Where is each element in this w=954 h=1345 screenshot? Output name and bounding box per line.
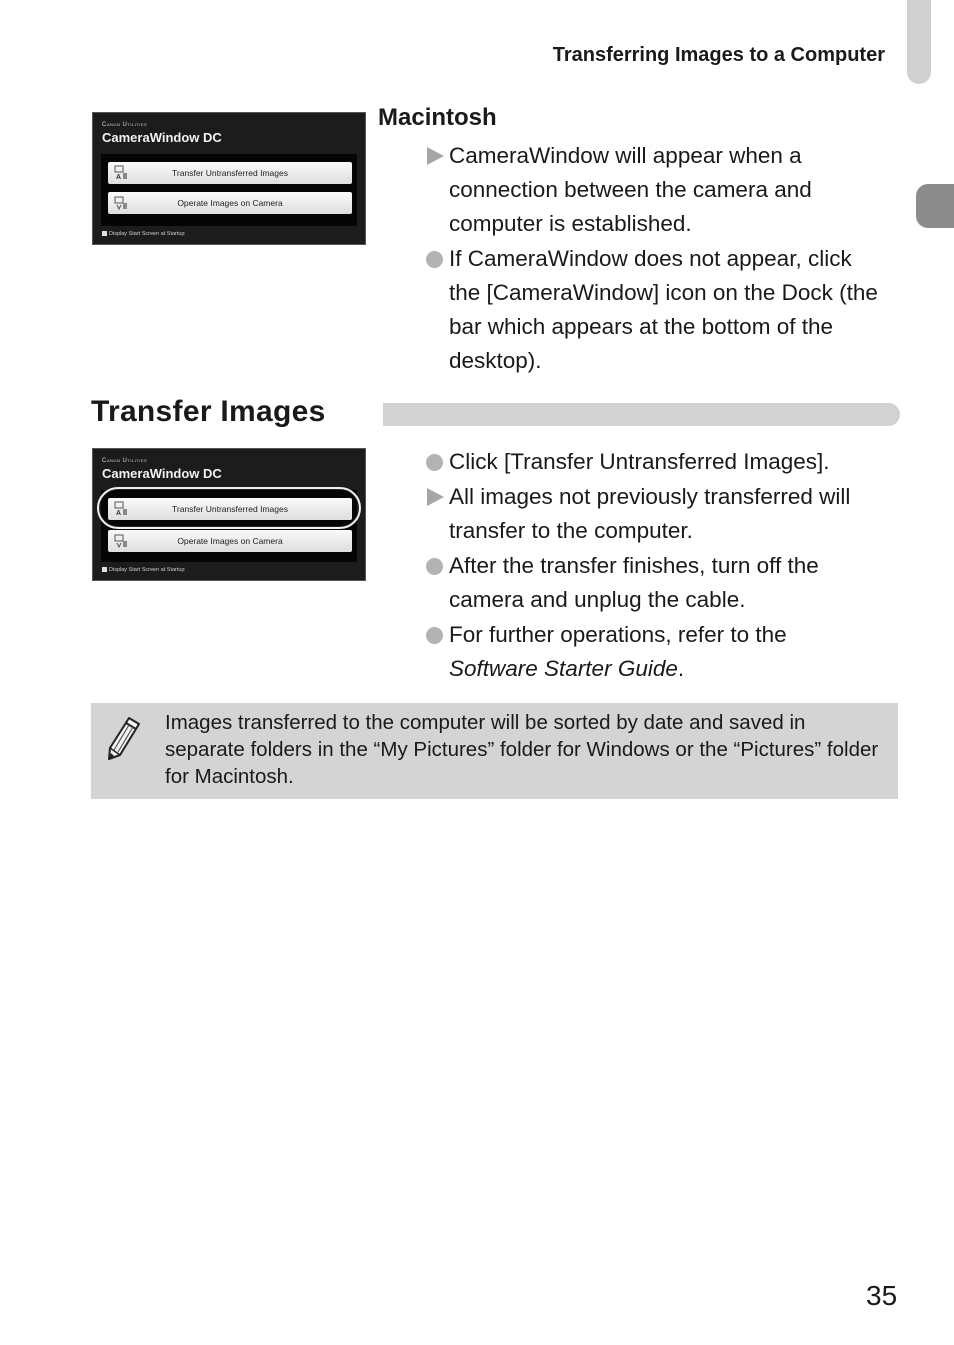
guide-title: Software Starter Guide (449, 656, 678, 681)
highlight-ring (97, 487, 361, 529)
result-triangle-icon (425, 480, 447, 514)
app-title: CameraWindow DC (102, 466, 222, 481)
checkbox-icon (102, 567, 107, 572)
chapter-edge-tab (907, 0, 931, 84)
svg-text:A: A (116, 174, 122, 180)
step-bullet-icon (425, 549, 447, 583)
pencil-icon (105, 715, 143, 761)
page-number: 35 (866, 1280, 898, 1311)
transfer-icon (114, 165, 128, 180)
note-text: Images transferred to the computer will be sorted by date and saved in separate folders in the “My Pictures” folder for Windows or the “Pictures” folder for Macintosh. (165, 711, 879, 788)
operate-images-button: Operate Images on Camera (108, 192, 352, 214)
chapter-index-tab (916, 184, 954, 228)
menu-panel (101, 154, 357, 226)
transfer-step-3: For further operations, refer to the Software Starter Guide. (425, 618, 895, 686)
step-bullet-icon (425, 242, 447, 276)
brand-label: Canon Utilities (102, 122, 148, 128)
app-title: CameraWindow DC (102, 130, 222, 145)
camera-icon (114, 533, 128, 548)
camerawindow-screenshot-mac (92, 112, 366, 245)
section-title: Transfer Images (91, 395, 326, 428)
transfer-step-1: Click [Transfer Untransferred Images]. (425, 445, 895, 479)
svg-text:A: A (116, 510, 122, 516)
checkbox-icon (102, 231, 107, 236)
mac-step-item: If CameraWindow does not appear, click the [CameraWindow] icon on the Dock (the bar which appears at the bottom of the desktop). (425, 242, 895, 378)
operate-images-button: Operate Images on Camera (108, 530, 352, 552)
camerawindow-screenshot-transfer (92, 448, 366, 581)
startup-option: Display Start Screen at Startup (102, 231, 185, 237)
macintosh-heading: Macintosh (378, 104, 497, 131)
section-title-bar (383, 403, 900, 426)
note-box (91, 703, 898, 799)
result-triangle-icon (425, 139, 447, 173)
transfer-result-item: All images not previously transferred will transfer to the computer. (425, 480, 895, 548)
step-bullet-icon (425, 445, 447, 479)
transfer-untransferred-button: A Transfer Untransferred Images (108, 498, 352, 520)
startup-option: Display Start Screen at Startup (102, 567, 185, 573)
transfer-step-2: After the transfer finishes, turn off the camera and unplug the cable. (425, 549, 895, 617)
mac-result-item: CameraWindow will appear when a connection between the camera and computer is established. (425, 139, 895, 241)
step-bullet-icon (425, 618, 447, 652)
brand-label: Canon Utilities (102, 458, 148, 464)
transfer-untransferred-button: A Transfer Untransferred Images (108, 162, 352, 184)
running-header: Transferring Images to a Computer (552, 44, 885, 66)
camera-icon (114, 195, 128, 210)
